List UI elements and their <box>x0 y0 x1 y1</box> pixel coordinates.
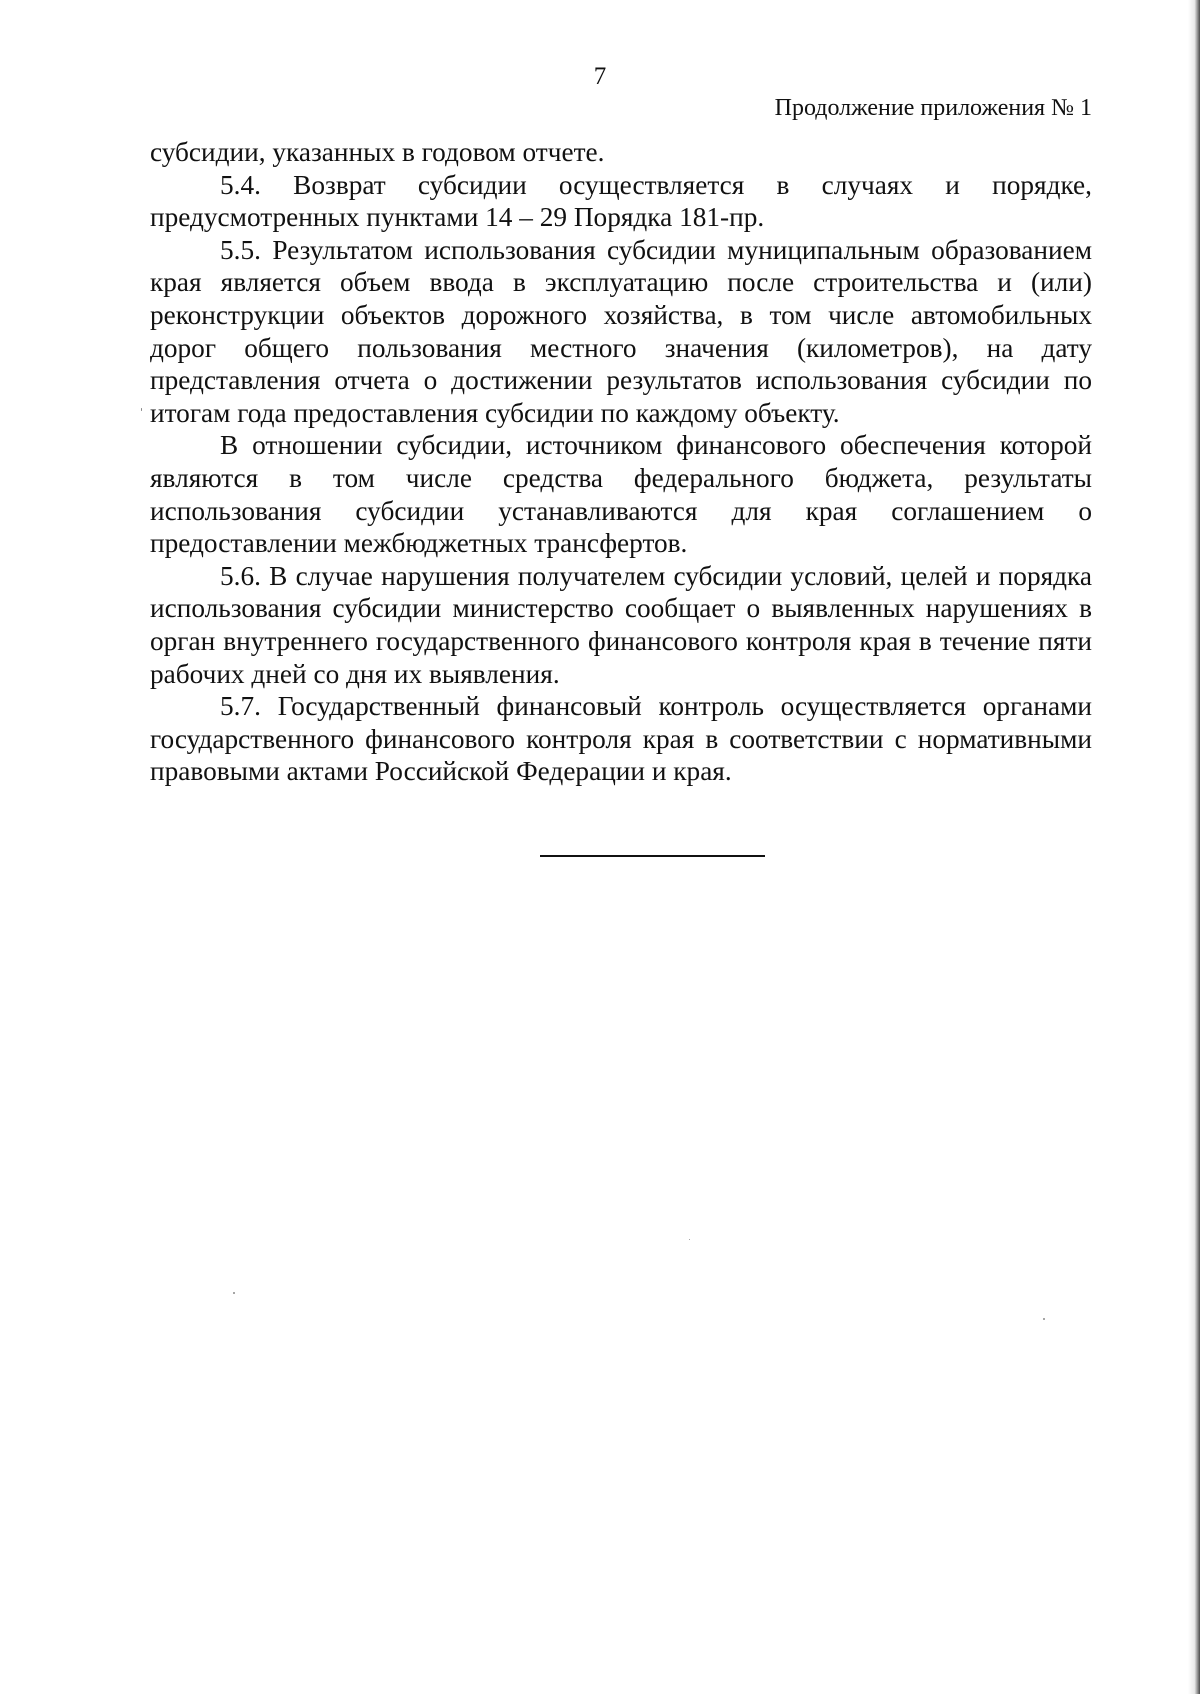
paragraph-continuation: субсидии, указанных в годовом отчете. <box>150 137 605 167</box>
scan-speck <box>1043 1318 1045 1320</box>
paragraph-5-7: 5.7. Государственный финансовый контроль осуществляется органами государственного финансового контроля края в соответствии с нормативными правовыми актами Российской Федерации и края. <box>150 691 1092 787</box>
document-body <box>150 136 1092 788</box>
scan-speck <box>689 1239 690 1240</box>
page-number: 7 <box>593 63 607 90</box>
end-separator-line <box>540 855 765 857</box>
paragraph-federal-budget: В отношении субсидии, источником финансового обеспечения которой являются в том числе средства федерального бюджета, результаты использования субсидии устанавливаются для края соглашением о предоставлении межбюджетных трансфертов. <box>150 430 1092 559</box>
appendix-continuation-note: Продолжение приложения № 1 <box>774 95 1092 121</box>
paragraph-5-5: 5.5. Результатом использования субсидии муниципальным образованием края является объем ввода в эксплуатацию после строительства и (или) реконструкции объектов дорожного хозяйства, в том числе автомобильных дорог общего пользования местного значения (километров), на дату представления отчета о достижении результатов использования субсидии по итогам года предоставления субсидии по каждому объекту. <box>150 234 1092 428</box>
paragraph-5-6: 5.6. В случае нарушения получателем субсидии условий, целей и порядка использования субсидии министерство сообщает о выявленных нарушениях в орган внутреннего государственного финансового контроля края в течение пяти рабочих дней со дня их выявления. <box>150 560 1092 689</box>
scan-speck <box>141 408 142 411</box>
paragraph-5-4: 5.4. Возврат субсидии осуществляется в случаях и порядке, предусмотренных пунктами 14 – 29 Порядка 181-пр. <box>150 169 1092 233</box>
scan-speck <box>233 1292 235 1294</box>
scan-page-edge <box>1188 0 1200 1694</box>
